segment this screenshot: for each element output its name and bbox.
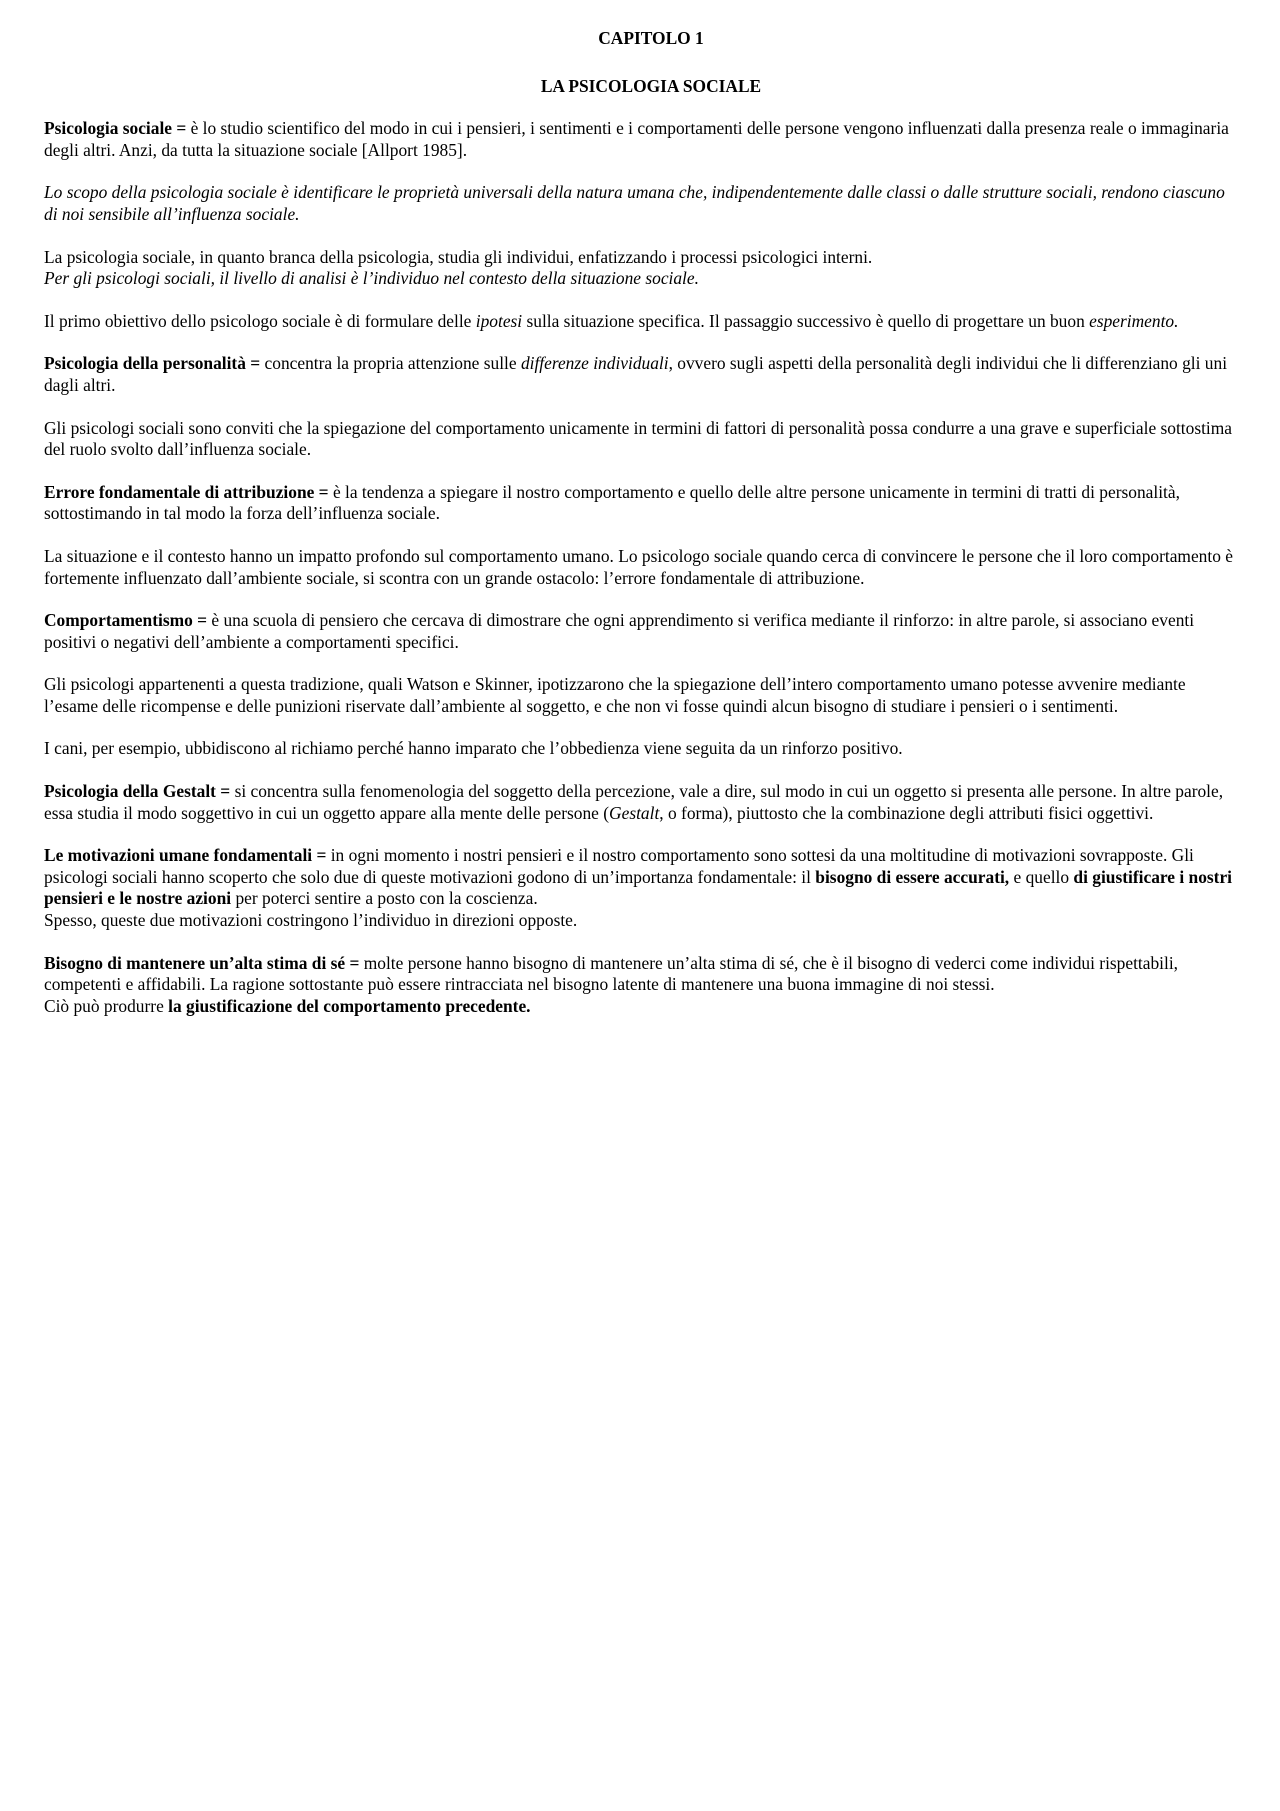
paragraph-text: concentra la propria attenzione sulle xyxy=(260,353,521,374)
paragraph-text: in ogni momento i nostri pensieri e il nostro comportamento sono sottesi da una moltitudine di motivazioni sovrapposte. Gli psicologi sociali hanno scoperto che solo due di queste motivazioni godono di un’importanza fondamentale: il xyxy=(44,845,1194,887)
paragraph xyxy=(44,353,1238,396)
paragraph-text: Ciò può produrre xyxy=(44,995,169,1016)
chapter-title: LA PSICOLOGIA SOCIALE xyxy=(540,75,762,96)
paragraph-text: è lo studio scientifico del modo in cui i pensieri, i sentimenti e i comportamenti delle persone vengono influenzati dalla presenza reale o immaginaria degli altri. Anzi, da tutta la situazione sociale [Allport 1985]. xyxy=(44,118,1229,160)
paragraph-text: si concentra sulla fenomenologia del soggetto della percezione, vale a dire, sul modo in cui un oggetto si presenta alle persone. In altre parole, essa studia il modo soggettivo in cui un oggetto appare alla mente delle persone ( xyxy=(44,781,1224,823)
paragraph-text: La psicologia sociale, in quanto branca della psicologia, studia gli individui, enfatizzando i processi psicologici interni. xyxy=(44,246,873,267)
paragraph xyxy=(44,845,1238,931)
paragraph xyxy=(44,418,1238,461)
document-body xyxy=(44,118,1238,1017)
paragraph-spacer xyxy=(44,290,1238,311)
paragraph-text: La situazione e il contesto hanno un impatto profondo sul comportamento umano. Lo psicologo sociale quando cerca di convincere le persone che il loro comportamento è fortemente influenzato dall’ambiente sociale, si scontra con un grande ostacolo: l’errore fondamentale di attribuzione. xyxy=(44,545,1233,588)
bold-term: la giustificazione del comportamento precedente. xyxy=(168,995,531,1016)
italic-text: esperimento. xyxy=(1089,310,1179,331)
paragraph-spacer xyxy=(44,161,1238,182)
paragraph-text: sulla situazione specifica. Il passaggio successivo è quello di progettare un buon xyxy=(522,310,1090,331)
bold-term: bisogno di essere accurati, xyxy=(815,866,1010,887)
paragraph-spacer xyxy=(44,717,1238,738)
paragraph-text: e quello xyxy=(1009,866,1074,887)
paragraph-text: , ovvero sugli aspetti della personalità degli individui che li differenziano gli uni dagli altri. xyxy=(44,353,1228,395)
paragraph xyxy=(44,247,1238,290)
paragraph xyxy=(44,953,1238,1018)
italic-text: differenze individuali xyxy=(520,353,669,374)
paragraph-spacer xyxy=(44,397,1238,418)
paragraph-spacer xyxy=(44,932,1238,953)
paragraph-text: per poterci sentire a posto con la coscienza. xyxy=(231,888,538,909)
bold-term: Errore fondamentale di attribuzione = xyxy=(44,481,329,502)
paragraph-spacer xyxy=(44,760,1238,781)
paragraph xyxy=(44,482,1238,525)
paragraph-spacer xyxy=(44,332,1238,353)
italic-text: ipotesi xyxy=(475,310,523,331)
paragraph-spacer xyxy=(44,461,1238,482)
paragraph xyxy=(44,546,1238,589)
paragraph-text: Gli psicologi appartenenti a questa tradizione, quali Watson e Skinner, ipotizzarono che la spiegazione dell’intero comportamento umano potesse avvenire mediante l’esame delle ricompense e delle punizioni riservate dall’ambiente al soggetto, e che non vi fosse quindi alcun bisogno di studiare i pensieri o i sentimenti. xyxy=(44,674,1186,716)
paragraph xyxy=(44,674,1238,717)
paragraph-text: Il primo obiettivo dello psicologo sociale è di formulare delle xyxy=(44,310,476,331)
bold-term: Psicologia sociale = xyxy=(44,118,187,139)
paragraph-spacer xyxy=(44,824,1238,845)
italic-text: Lo scopo della psicologia sociale è identificare le proprietà universali della natura umana che, indipendentemente dalle classi o dalle strutture sociali, rendono ciascuno di noi sensibile all’influenza sociale. xyxy=(44,182,1225,224)
bold-term: Le motivazioni umane fondamentali = xyxy=(44,845,327,866)
bold-term: Psicologia della personalità = xyxy=(44,353,261,374)
paragraph xyxy=(44,182,1238,225)
paragraph-spacer xyxy=(44,525,1238,546)
paragraph xyxy=(44,781,1238,824)
italic-text: Gestalt xyxy=(609,802,660,823)
paragraph xyxy=(44,610,1238,653)
paragraph-spacer xyxy=(44,653,1238,674)
paragraph-spacer xyxy=(44,589,1238,610)
paragraph xyxy=(44,118,1238,161)
paragraph xyxy=(44,738,1238,760)
italic-text: Per gli psicologi sociali, il livello di analisi è l’individuo nel contesto della situazione sociale. xyxy=(44,268,699,289)
paragraph xyxy=(44,311,1238,333)
paragraph-text: è la tendenza a spiegare il nostro comportamento e quello delle altre persone unicamente in termini di tratti di personalità, sottostimando in tal modo la forza dell’influenza sociale. xyxy=(44,481,1180,524)
paragraph-spacer xyxy=(44,226,1238,247)
paragraph-text: Spesso, queste due motivazioni costringono l’individuo in direzioni opposte. xyxy=(44,910,578,931)
chapter-heading: CAPITOLO 1 xyxy=(598,28,704,48)
bold-term: di giustificare i nostri pensieri e le nostre azioni xyxy=(44,866,1233,909)
spacer xyxy=(44,97,1238,118)
paragraph-text: , o forma), piuttosto che la combinazione degli attributi fisici oggettivi. xyxy=(659,802,1154,823)
paragraph-text: Gli psicologi sociali sono conviti che la spiegazione del comportamento unicamente in termini di fattori di personalità possa condurre a una grave e superficiale sottostima del ruolo svolto dall’influenza sociale. xyxy=(44,417,1233,460)
bold-term: Psicologia della Gestalt = xyxy=(44,781,231,802)
bold-term: Bisogno di mantenere un’alta stima di sé = xyxy=(44,952,360,973)
bold-term: Comportamentismo = xyxy=(44,610,208,631)
paragraph-text: I cani, per esempio, ubbidiscono al richiamo perché hanno imparato che l’obbedienza viene seguita da un rinforzo positivo. xyxy=(44,738,903,759)
paragraph-text: è una scuola di pensiero che cercava di dimostrare che ogni apprendimento si verifica mediante il rinforzo: in altre parole, si associano eventi positivi o negativi dell’ambiente a comportamenti specifici. xyxy=(44,610,1195,652)
paragraph-text: molte persone hanno bisogno di mantenere un’alta stima di sé, che è il bisogno di vederci come individui rispettabili, competenti e affidabili. La ragione sottostante può essere rintracciata nel bisogno latente di mantenere una buona immagine di noi stessi. xyxy=(44,952,1179,995)
